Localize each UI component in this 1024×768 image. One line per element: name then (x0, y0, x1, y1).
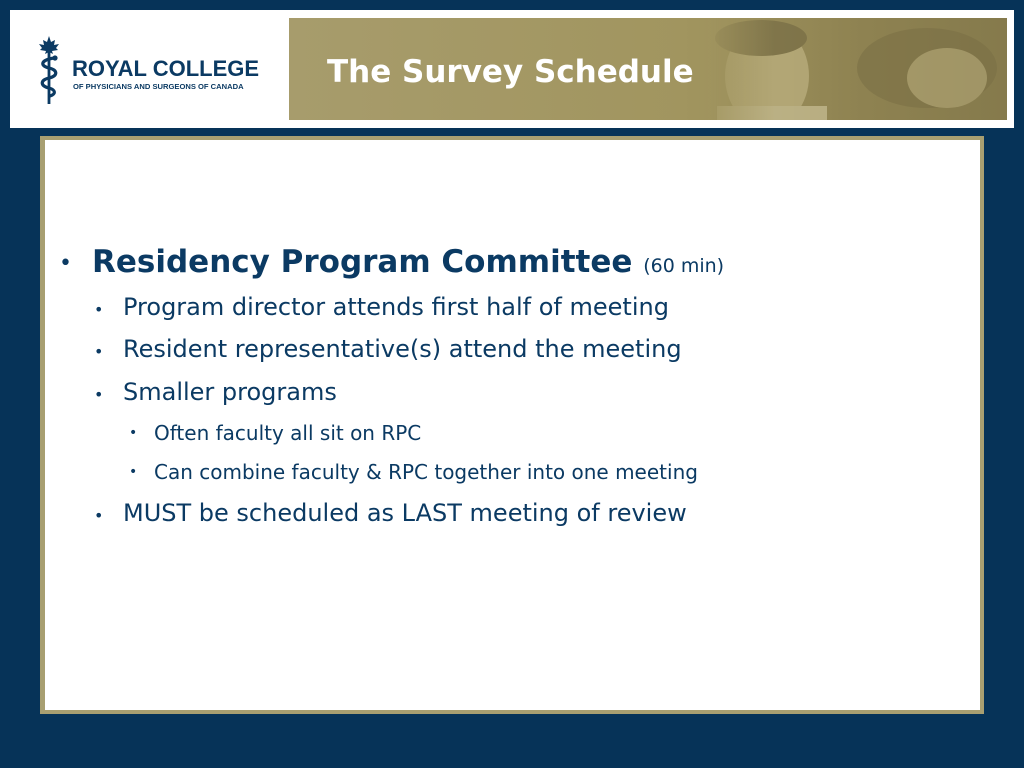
college-logo (10, 10, 288, 128)
logo-wordmark: ROYAL COLLEGE (72, 56, 260, 81)
bullet-item-level2: Resident representative(s) attend the meeting (123, 335, 682, 363)
bullet-item-level3: Can combine faculty & RPC together into one meeting (154, 460, 698, 484)
bullet-item-level2: MUST be scheduled as LAST meeting of review (123, 499, 687, 527)
bullet-dot: • (59, 251, 72, 276)
caduceus-maple-leaf-icon (32, 34, 66, 106)
bullet-dot: • (94, 342, 104, 361)
bullet-dot: • (94, 300, 104, 319)
bullet-dot: • (94, 385, 104, 404)
bullet-dot: • (129, 425, 138, 441)
bullet-duration: (60 min) (643, 255, 725, 277)
bullet-item-level3: Often faculty all sit on RPC (154, 421, 422, 445)
bullet-dot: • (94, 506, 104, 525)
bullet-item-level2: Smaller programs (123, 378, 337, 406)
slide-header (10, 10, 1014, 128)
slide-title: The Survey Schedule (327, 54, 694, 90)
bullet-item-level2: Program director attends first half of meeting (123, 293, 669, 321)
surgeons-photo-image (697, 18, 1007, 120)
title-banner (289, 18, 1007, 120)
content-panel (45, 140, 980, 710)
bullet-item-level1 (92, 244, 724, 280)
bullet-text: Residency Program Committee (92, 244, 633, 280)
bullet-dot: • (129, 464, 138, 480)
logo-subtitle: OF PHYSICIANS AND SURGEONS OF CANADA (73, 82, 244, 91)
bullet-list (45, 140, 980, 710)
